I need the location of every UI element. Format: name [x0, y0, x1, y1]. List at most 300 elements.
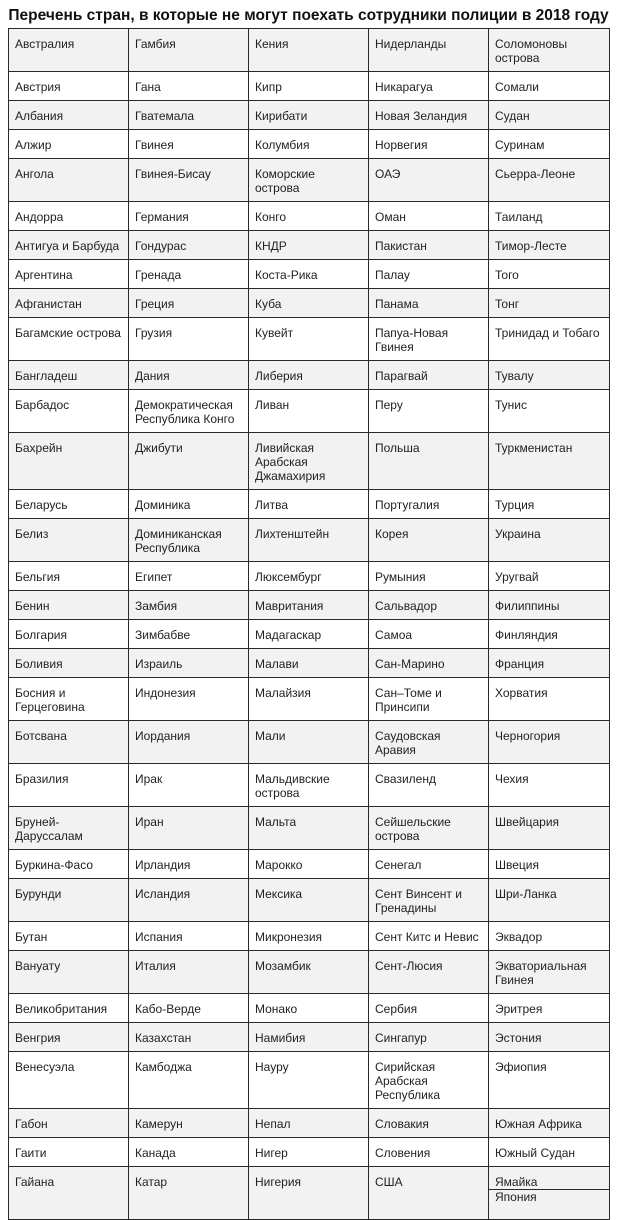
country-name: Тимор-Лесте: [495, 239, 567, 253]
country-cell: [129, 72, 249, 101]
country-cell: [249, 289, 369, 318]
country-name: Гвинея-Бисау: [135, 167, 211, 181]
country-name: Тувалу: [495, 369, 534, 383]
country-name: Нидерланды: [375, 37, 447, 51]
country-cell: [249, 1023, 369, 1052]
country-cell: [129, 879, 249, 922]
country-name: Беларусь: [15, 498, 68, 512]
country-name: Португалия: [375, 498, 440, 512]
country-cell: [129, 318, 249, 361]
country-name: Египет: [135, 570, 173, 584]
country-name: Австралия: [15, 37, 75, 51]
country-name: Буркина-Фасо: [15, 858, 94, 872]
country-cell: [249, 231, 369, 260]
country-cell: [129, 130, 249, 159]
country-name: Сербия: [375, 1002, 418, 1016]
country-cell: [489, 159, 610, 202]
country-name: Габон: [15, 1117, 48, 1131]
country-cell: [369, 764, 489, 807]
country-name: Камбоджа: [135, 1060, 192, 1074]
table-row: [9, 72, 610, 101]
table-row: [9, 994, 610, 1023]
table-row: [9, 922, 610, 951]
country-cell: [129, 361, 249, 390]
country-name: Джибути: [135, 441, 183, 455]
country-name: Пакистан: [375, 239, 427, 253]
country-name: Багамские острова: [15, 326, 121, 340]
country-name: Намибия: [255, 1031, 306, 1045]
country-name: Ливан: [255, 398, 290, 412]
country-cell: [129, 519, 249, 562]
country-name: Конго: [255, 210, 287, 224]
country-name: Оман: [375, 210, 406, 224]
country-cell: [369, 620, 489, 649]
country-cell: [129, 678, 249, 721]
country-cell: [369, 721, 489, 764]
country-cell: [369, 1023, 489, 1052]
country-cell: [9, 260, 129, 289]
country-name: Тунис: [495, 398, 527, 412]
country-name: Шри-Ланка: [495, 887, 557, 901]
country-cell: [369, 130, 489, 159]
country-name: Корея: [375, 527, 409, 541]
country-cell: [129, 994, 249, 1023]
country-name: Грузия: [135, 326, 173, 340]
country-cell: [9, 202, 129, 231]
country-name: Германия: [135, 210, 189, 224]
country-name: Южный Судан: [495, 1146, 576, 1160]
country-cell: [129, 922, 249, 951]
table-row: [9, 1138, 610, 1167]
country-name: Сан–Томе и Принсипи: [375, 686, 442, 714]
country-name: Микронезия: [255, 930, 323, 944]
country-name: Перу: [375, 398, 403, 412]
country-name: Ботсвана: [15, 729, 67, 743]
country-cell: [249, 433, 369, 490]
table-row: [9, 231, 610, 260]
country-name: Аргентина: [15, 268, 73, 282]
country-name: Ирландия: [135, 858, 191, 872]
country-cell: [9, 361, 129, 390]
country-cell: [129, 649, 249, 678]
country-cell: [249, 721, 369, 764]
country-cell: [249, 1109, 369, 1138]
country-cell: [249, 202, 369, 231]
table-row: [9, 850, 610, 879]
page-title: Перечень стран, в которые не могут поехать сотрудники полиции в 2018 году: [8, 7, 609, 24]
table-row: [9, 951, 610, 994]
country-cell: [489, 879, 610, 922]
country-name: Эритрея: [495, 1002, 543, 1016]
country-name: Израиль: [135, 657, 183, 671]
country-name: Кирибати: [255, 109, 308, 123]
country-cell: [9, 289, 129, 318]
country-cell: [369, 289, 489, 318]
country-name: Ямайка: [495, 1175, 538, 1189]
country-cell: [9, 922, 129, 951]
country-cell: [249, 72, 369, 101]
country-cell: [489, 1138, 610, 1167]
country-name: Свазиленд: [375, 772, 436, 786]
country-name: Болгария: [15, 628, 67, 642]
country-cell: [129, 433, 249, 490]
country-name: Сенегал: [375, 858, 422, 872]
country-cell: [249, 879, 369, 922]
country-name: Уругвай: [495, 570, 539, 584]
country-cell: [249, 361, 369, 390]
country-name: Панама: [375, 297, 419, 311]
country-cell: [9, 721, 129, 764]
table-row: [9, 1109, 610, 1138]
table-row: [9, 678, 610, 721]
table-row: [9, 807, 610, 850]
country-name: Украина: [495, 527, 541, 541]
country-cell: [369, 433, 489, 490]
country-cell: [369, 562, 489, 591]
country-name: Бурунди: [15, 887, 62, 901]
country-name: Катар: [135, 1175, 168, 1189]
country-name: Суринам: [495, 138, 545, 152]
country-cell: [489, 101, 610, 130]
country-cell: [9, 764, 129, 807]
country-name: Того: [495, 268, 519, 282]
country-cell: [9, 72, 129, 101]
country-cell: [249, 994, 369, 1023]
country-cell: [249, 850, 369, 879]
country-name: Алжир: [15, 138, 52, 152]
country-cell: [489, 721, 610, 764]
country-name: Доминика: [135, 498, 191, 512]
country-cell: [9, 879, 129, 922]
country-cell: [129, 951, 249, 994]
country-name: Сирийская Арабская Республика: [375, 1060, 441, 1102]
country-cell: [489, 649, 610, 678]
country-cell: [9, 994, 129, 1023]
table-row: [9, 519, 610, 562]
country-cell: [9, 390, 129, 433]
country-cell: [369, 72, 489, 101]
table-row: [9, 130, 610, 159]
country-cell: [369, 807, 489, 850]
country-name: США: [375, 1175, 403, 1189]
country-name: Бруней-Даруссалам: [15, 815, 83, 843]
country-cell: [129, 101, 249, 130]
country-name: Судан: [495, 109, 530, 123]
table-row: [9, 318, 610, 361]
country-cell: [489, 562, 610, 591]
country-cell: [249, 490, 369, 519]
country-name: Мадагаскар: [255, 628, 322, 642]
country-name: Мали: [255, 729, 286, 743]
table-row: [9, 361, 610, 390]
country-cell: [9, 490, 129, 519]
country-name: Япония: [489, 1189, 609, 1204]
country-cell: [489, 29, 610, 72]
country-cell: [129, 260, 249, 289]
country-name: Ливийская Арабская Джамахирия: [255, 441, 326, 483]
country-cell: [249, 807, 369, 850]
country-name: Ирак: [135, 772, 163, 786]
country-name: Сент-Люсия: [375, 959, 443, 973]
country-name: Сальвадор: [375, 599, 437, 613]
country-cell: [489, 951, 610, 994]
country-cell: [369, 678, 489, 721]
country-cell: [129, 764, 249, 807]
country-cell: [369, 1109, 489, 1138]
country-cell: [249, 764, 369, 807]
country-name: Демократическая Республика Конго: [135, 398, 235, 426]
country-cell: [369, 202, 489, 231]
country-cell: [249, 591, 369, 620]
country-name: Гана: [135, 80, 161, 94]
country-name: Албания: [15, 109, 64, 123]
country-name: Малави: [255, 657, 299, 671]
table-row: [9, 202, 610, 231]
country-cell: [489, 433, 610, 490]
country-cell: [9, 519, 129, 562]
country-cell: [129, 562, 249, 591]
country-name: Босния и Герцеговина: [15, 686, 85, 714]
country-name: Румыния: [375, 570, 426, 584]
country-name: Куба: [255, 297, 282, 311]
country-name: Кабо-Верде: [135, 1002, 201, 1016]
country-name: Белиз: [15, 527, 49, 541]
country-name: Антигуа и Барбуда: [15, 239, 120, 253]
table-row: [9, 490, 610, 519]
country-name: Южная Африка: [495, 1117, 582, 1131]
countries-table: [8, 28, 610, 1220]
country-cell: [249, 1138, 369, 1167]
country-cell: [249, 519, 369, 562]
country-cell: [9, 951, 129, 994]
country-name: Иордания: [135, 729, 191, 743]
country-name: Гамбия: [135, 37, 176, 51]
table-row: [9, 289, 610, 318]
table-row: [9, 390, 610, 433]
country-name: Сомали: [495, 80, 539, 94]
table-row: [9, 721, 610, 764]
country-cell: [129, 620, 249, 649]
country-name: Бразилия: [15, 772, 69, 786]
country-name: Нигерия: [255, 1175, 302, 1189]
country-cell: [489, 678, 610, 721]
country-name: Канада: [135, 1146, 176, 1160]
country-name: Парагвай: [375, 369, 428, 383]
table-row: [9, 764, 610, 807]
country-cell: [489, 260, 610, 289]
country-cell: [369, 231, 489, 260]
country-cell: [9, 807, 129, 850]
country-cell: [9, 101, 129, 130]
country-cell: [489, 807, 610, 850]
country-cell: [369, 922, 489, 951]
country-name: Литва: [255, 498, 288, 512]
country-name: Мальта: [255, 815, 297, 829]
country-name: Эстония: [495, 1031, 542, 1045]
country-name: Доминиканская Республика: [135, 527, 222, 555]
country-name: Гайана: [15, 1175, 55, 1189]
country-cell: [369, 1167, 489, 1220]
country-cell: [9, 1138, 129, 1167]
country-name: Афганистан: [15, 297, 82, 311]
table-row: [9, 562, 610, 591]
country-name: Норвегия: [375, 138, 428, 152]
country-name: Бельгия: [15, 570, 60, 584]
country-name: Непал: [255, 1117, 291, 1131]
country-cell: [489, 1052, 610, 1109]
country-cell: [369, 1052, 489, 1109]
country-cell: [489, 361, 610, 390]
country-cell: [369, 879, 489, 922]
table-row: [9, 433, 610, 490]
country-cell: [369, 1138, 489, 1167]
country-name: Тонг: [495, 297, 520, 311]
table-row: [9, 1023, 610, 1052]
country-name: Словения: [375, 1146, 431, 1160]
country-name: Казахстан: [135, 1031, 192, 1045]
country-cell: [489, 994, 610, 1023]
table-row: [9, 159, 610, 202]
country-name: КНДР: [255, 239, 287, 253]
country-cell: [249, 620, 369, 649]
country-name: Туркменистан: [495, 441, 573, 455]
country-name: Швейцария: [495, 815, 560, 829]
country-name: Италия: [135, 959, 176, 973]
table-row: [9, 29, 610, 72]
country-cell: [369, 994, 489, 1023]
country-cell: [129, 390, 249, 433]
country-cell: [249, 649, 369, 678]
country-cell: [129, 159, 249, 202]
country-name: Папуа-Новая Гвинея: [375, 326, 449, 354]
country-cell: [9, 29, 129, 72]
country-cell: [9, 1023, 129, 1052]
country-name: Нигер: [255, 1146, 288, 1160]
country-name: Никарагуа: [375, 80, 433, 94]
country-name: Гренада: [135, 268, 182, 282]
table-row: [9, 620, 610, 649]
country-cell: [129, 807, 249, 850]
country-cell: [129, 591, 249, 620]
country-cell: [369, 390, 489, 433]
country-cell: [9, 231, 129, 260]
country-name: Мексика: [255, 887, 303, 901]
country-cell: [9, 1167, 129, 1220]
country-cell: [489, 318, 610, 361]
country-name: Иран: [135, 815, 164, 829]
country-cell: [249, 101, 369, 130]
country-name: Замбия: [135, 599, 178, 613]
country-name: Бахрейн: [15, 441, 63, 455]
country-cell: [249, 390, 369, 433]
country-name: Великобритания: [15, 1002, 108, 1016]
country-cell: [489, 850, 610, 879]
country-cell: [489, 202, 610, 231]
country-cell: [9, 1052, 129, 1109]
country-name: Венгрия: [15, 1031, 61, 1045]
country-name: Камерун: [135, 1117, 183, 1131]
country-cell: [129, 202, 249, 231]
country-cell: [9, 850, 129, 879]
country-cell: [129, 850, 249, 879]
country-name: Гватемала: [135, 109, 195, 123]
country-name: Венесуэла: [15, 1060, 75, 1074]
country-cell: [369, 490, 489, 519]
country-cell: [9, 678, 129, 721]
country-name: Таиланд: [495, 210, 543, 224]
country-cell: [489, 620, 610, 649]
country-name: Гондурас: [135, 239, 187, 253]
country-name: Боливия: [15, 657, 63, 671]
country-name: Зимбабве: [135, 628, 191, 642]
table-row: [9, 591, 610, 620]
country-cell: [369, 649, 489, 678]
country-cell: [249, 159, 369, 202]
country-name: Тринидад и Тобаго: [495, 326, 600, 340]
country-cell: [9, 562, 129, 591]
country-cell: [9, 620, 129, 649]
table-row: [9, 649, 610, 678]
country-name: Науру: [255, 1060, 289, 1074]
country-name: Сингапур: [375, 1031, 427, 1045]
table-row: [9, 260, 610, 289]
country-name: Новая Зеландия: [375, 109, 468, 123]
country-name: Гаити: [15, 1146, 47, 1160]
country-name: Сент Китс и Невис: [375, 930, 479, 944]
country-cell: [9, 433, 129, 490]
country-cell: [129, 29, 249, 72]
country-cell: [129, 490, 249, 519]
country-name: Исландия: [135, 887, 191, 901]
table-row: [9, 1052, 610, 1109]
country-name: Кипр: [255, 80, 282, 94]
country-cell: [129, 289, 249, 318]
country-name: Эфиопия: [495, 1060, 547, 1074]
country-name: Колумбия: [255, 138, 310, 152]
country-cell: [249, 562, 369, 591]
country-name: Бенин: [15, 599, 50, 613]
country-name: Барбадос: [15, 398, 70, 412]
country-cell: [129, 1109, 249, 1138]
country-name: Мальдивские острова: [255, 772, 330, 800]
country-cell: [129, 1023, 249, 1052]
country-cell: [129, 721, 249, 764]
country-name: Мавритания: [255, 599, 324, 613]
country-cell: [9, 130, 129, 159]
table-row: [9, 879, 610, 922]
country-cell: [369, 519, 489, 562]
country-name: Кувейт: [255, 326, 294, 340]
country-cell: [489, 1109, 610, 1138]
country-cell: [249, 318, 369, 361]
country-cell: [9, 649, 129, 678]
country-name: Лихтенштейн: [255, 527, 330, 541]
country-name: Франция: [495, 657, 545, 671]
country-cell: [489, 231, 610, 260]
country-cell: [489, 490, 610, 519]
country-name: Турция: [495, 498, 535, 512]
country-cell: [489, 591, 610, 620]
country-name: Сент Винсент и Гренадины: [375, 887, 462, 915]
country-cell: [489, 519, 610, 562]
country-cell: [489, 289, 610, 318]
country-name: Малайзия: [255, 686, 311, 700]
country-name: Мозамбик: [255, 959, 311, 973]
country-cell: [9, 591, 129, 620]
country-name: Дания: [135, 369, 170, 383]
country-cell: [249, 678, 369, 721]
country-cell: [249, 29, 369, 72]
